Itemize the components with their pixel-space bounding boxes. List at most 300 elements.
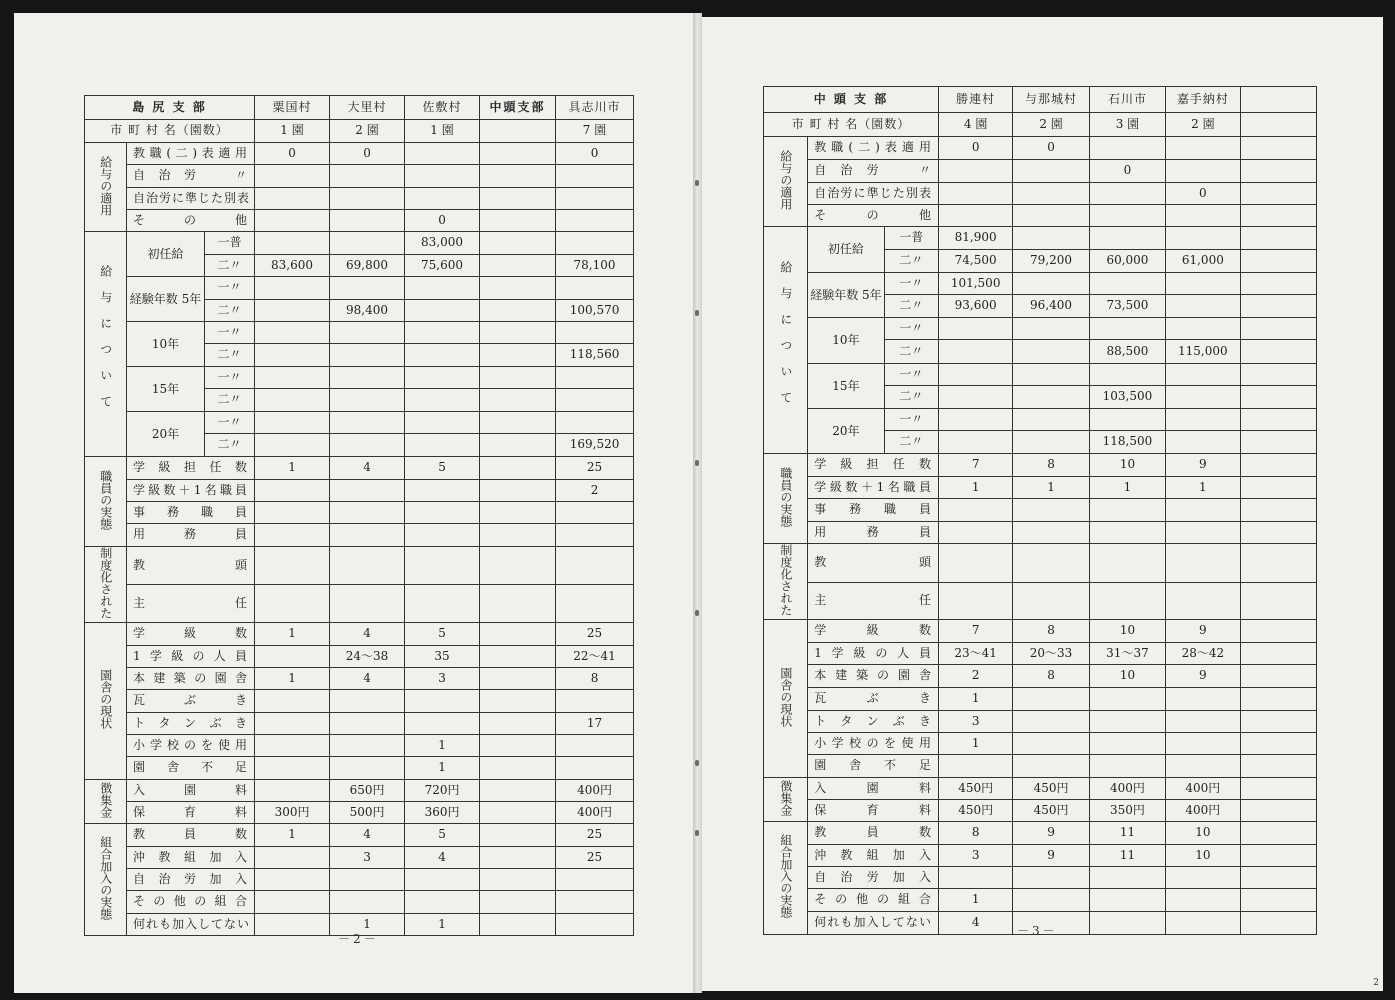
data-cell [480, 188, 556, 210]
data-cell [556, 367, 634, 389]
row-label: 教員数 [127, 823, 255, 846]
data-cell [938, 364, 1012, 386]
data-cell [330, 232, 405, 255]
table-row [85, 277, 634, 300]
data-cell [1240, 911, 1316, 934]
data-cell: 2 [556, 480, 634, 502]
data-cell [480, 412, 556, 434]
data-cell: 1 [255, 823, 330, 846]
data-cell [480, 502, 556, 524]
row-label: その他の組合 [808, 888, 939, 911]
table-row [764, 87, 1317, 113]
data-cell: 25 [556, 823, 634, 846]
binding-stitch [695, 760, 699, 766]
sub-label: 一普 [884, 227, 938, 250]
column-header: 中頭支部 [480, 96, 556, 120]
column-header: 石川市 [1089, 87, 1165, 113]
table-row [85, 412, 634, 434]
table-row [85, 188, 634, 210]
data-cell: 7 [938, 619, 1012, 642]
table-row [764, 137, 1317, 160]
row-label: 沖教組加入 [127, 846, 255, 868]
data-cell [255, 712, 330, 734]
sub-label: 一〃 [884, 409, 938, 431]
data-cell [1089, 205, 1165, 227]
section-title [764, 821, 808, 934]
data-cell: 3 [938, 710, 1012, 732]
muni-count-cell: 1 園 [405, 120, 480, 143]
data-cell [1013, 522, 1089, 544]
table-row [764, 642, 1317, 664]
table-row [764, 821, 1317, 844]
page-number-right: －3－ [1017, 924, 1058, 938]
data-cell: 79,200 [1013, 250, 1089, 273]
row-label: 教職(二)表適用 [127, 143, 255, 165]
data-cell [255, 277, 330, 300]
data-cell [255, 344, 330, 367]
data-cell: 8 [938, 821, 1012, 844]
data-cell [330, 712, 405, 734]
data-cell: 73,500 [1089, 295, 1165, 318]
data-cell [938, 205, 1012, 227]
data-cell [480, 801, 556, 823]
data-cell: 9 [1166, 664, 1240, 687]
data-cell: 5 [405, 622, 480, 645]
data-cell [480, 367, 556, 389]
data-cell [556, 232, 634, 255]
table-row [764, 866, 1317, 888]
data-cell [1240, 799, 1316, 821]
data-cell [480, 890, 556, 913]
data-cell [1166, 137, 1240, 160]
data-cell [1089, 687, 1165, 710]
row-label: 何れも加入してない [808, 911, 939, 934]
table-row [85, 756, 634, 779]
section-title [85, 622, 127, 779]
data-cell: 1 [938, 732, 1012, 754]
page-number-left: －2－ [338, 932, 379, 946]
table-row [764, 318, 1317, 340]
column-header: 粟国村 [255, 96, 330, 120]
row-label: 学級担任数 [127, 457, 255, 480]
data-cell [405, 689, 480, 712]
row-label: その他の組合 [127, 890, 255, 913]
data-cell: 69,800 [330, 255, 405, 277]
data-cell: 5 [405, 457, 480, 480]
data-cell: 1 [405, 913, 480, 935]
data-cell [480, 913, 556, 935]
section-title-text: 職員の実態 [98, 470, 113, 531]
data-cell [556, 277, 634, 300]
section-title [764, 454, 808, 544]
data-cell [1013, 754, 1089, 777]
data-cell: 101,500 [938, 273, 1012, 295]
data-cell [1240, 273, 1316, 295]
data-cell [255, 584, 330, 622]
data-cell: 25 [556, 457, 634, 480]
data-cell [556, 890, 634, 913]
row-label: 入園料 [127, 779, 255, 801]
data-cell [255, 756, 330, 779]
data-cell [480, 622, 556, 645]
data-cell [1013, 409, 1089, 431]
row-label: 学級担任数 [808, 454, 939, 477]
data-cell: 3 [938, 844, 1012, 866]
data-cell [480, 457, 556, 480]
data-cell: 450円 [1013, 799, 1089, 821]
subgroup-label: 15年 [127, 367, 205, 412]
data-cell [330, 434, 405, 457]
data-cell [1089, 227, 1165, 250]
row-label: トタンぶき [808, 710, 939, 732]
data-cell: 118,500 [1089, 431, 1165, 454]
data-cell [1240, 431, 1316, 454]
data-cell [330, 502, 405, 524]
data-cell [330, 734, 405, 756]
binding-stitch [695, 830, 699, 836]
data-cell [1166, 522, 1240, 544]
data-cell: 1 [938, 477, 1012, 499]
data-cell: 96,400 [1013, 295, 1089, 318]
data-cell [330, 165, 405, 188]
muni-count-cell: 2 園 [330, 120, 405, 143]
row-label: 用務員 [127, 524, 255, 547]
data-cell [1013, 499, 1089, 522]
row-label: 沖教組加入 [808, 844, 939, 866]
data-cell: 31～37 [1089, 642, 1165, 664]
data-cell: 83,000 [405, 232, 480, 255]
binding-stitch [695, 610, 699, 616]
data-cell [1240, 205, 1316, 227]
table-row [764, 273, 1317, 295]
section-title [85, 143, 127, 232]
data-cell [1166, 732, 1240, 754]
binding-stitch [695, 460, 699, 466]
sub-label: 一〃 [205, 322, 255, 344]
subgroup-label: 経験年数 5年 [127, 277, 205, 322]
data-cell [938, 318, 1012, 340]
data-cell [1240, 364, 1316, 386]
data-cell [556, 210, 634, 232]
data-cell [556, 502, 634, 524]
table-row [85, 712, 634, 734]
data-cell [556, 689, 634, 712]
data-cell: 23～41 [938, 642, 1012, 664]
data-cell [1166, 409, 1240, 431]
data-cell: 450円 [938, 799, 1012, 821]
data-cell: 10 [1089, 664, 1165, 687]
row-label: 教頭 [127, 547, 255, 585]
row-label: 小学校のを使用 [808, 732, 939, 754]
row-label: 保育料 [127, 801, 255, 823]
data-cell [330, 890, 405, 913]
section-title-text: 制度化された [778, 544, 793, 616]
data-cell [480, 846, 556, 868]
row-label: トタンぶき [127, 712, 255, 734]
data-cell: 93,600 [938, 295, 1012, 318]
data-cell: 1 [1089, 477, 1165, 499]
sub-label: 二〃 [884, 431, 938, 454]
data-cell: 28～42 [1166, 642, 1240, 664]
row-label: 教職(二)表適用 [808, 137, 939, 160]
data-cell: 1 [1166, 477, 1240, 499]
data-cell: 0 [556, 143, 634, 165]
data-cell [1013, 340, 1089, 364]
data-cell [1240, 160, 1316, 183]
data-cell [330, 210, 405, 232]
section-title-text: 給与について [98, 264, 113, 421]
sub-label: 二〃 [205, 434, 255, 457]
table-row [764, 619, 1317, 642]
book-spine [693, 13, 702, 993]
data-cell [255, 689, 330, 712]
data-cell [1240, 137, 1316, 160]
data-cell [1166, 205, 1240, 227]
muni-count-cell: 7 園 [556, 120, 634, 143]
data-cell: 650円 [330, 779, 405, 801]
data-cell: 115,000 [1166, 340, 1240, 364]
data-cell [556, 524, 634, 547]
data-cell: 1 [938, 687, 1012, 710]
data-cell [938, 160, 1012, 183]
sub-label: 一〃 [205, 277, 255, 300]
data-cell: 2 [938, 664, 1012, 687]
section-title-text: 給与について [778, 260, 793, 417]
row-label: そ の 他 [808, 205, 939, 227]
data-cell [1166, 582, 1240, 619]
muni-row-label: 市 町 村 名（園数） [85, 120, 255, 143]
muni-row-label: 市 町 村 名（園数） [764, 113, 939, 137]
data-cell [1013, 386, 1089, 409]
data-cell [1240, 732, 1316, 754]
data-cell: 103,500 [1089, 386, 1165, 409]
table-row [85, 232, 634, 255]
data-cell [480, 734, 556, 756]
data-cell [1013, 544, 1089, 583]
column-header [1240, 87, 1316, 113]
data-cell [1240, 183, 1316, 205]
data-cell [1240, 642, 1316, 664]
section-title-text: 徴集金 [98, 781, 113, 818]
data-cell [255, 779, 330, 801]
data-cell: 400円 [556, 801, 634, 823]
section-title [85, 823, 127, 935]
data-cell [556, 412, 634, 434]
data-cell [938, 544, 1012, 583]
row-label: そ の 他 [127, 210, 255, 232]
section-title-text: 制度化された [98, 547, 113, 619]
row-label: 保育料 [808, 799, 939, 821]
section-title [764, 137, 808, 227]
data-cell [1166, 318, 1240, 340]
data-cell [1089, 409, 1165, 431]
data-cell: 4 [405, 846, 480, 868]
row-label: 主任 [808, 582, 939, 619]
data-cell [480, 584, 556, 622]
data-cell [480, 756, 556, 779]
table-row [764, 732, 1317, 754]
data-cell: 8 [1013, 619, 1089, 642]
data-cell [405, 547, 480, 585]
data-cell: 4 [330, 823, 405, 846]
sub-label: 一〃 [884, 318, 938, 340]
branch-header: 島 尻 支 部 [85, 96, 255, 120]
data-cell [556, 389, 634, 412]
data-cell: 720円 [405, 779, 480, 801]
data-cell: 3 [330, 846, 405, 868]
data-cell [480, 143, 556, 165]
section-title [764, 777, 808, 821]
data-cell [480, 779, 556, 801]
data-cell [556, 584, 634, 622]
data-cell: 17 [556, 712, 634, 734]
row-label: 自治労加入 [808, 866, 939, 888]
right-survey-table [763, 86, 1317, 935]
data-cell [255, 868, 330, 890]
column-header: 与那城村 [1013, 87, 1089, 113]
table-row [85, 502, 634, 524]
table-row [85, 143, 634, 165]
table-row [764, 409, 1317, 431]
table-row [85, 734, 634, 756]
table-row [764, 113, 1317, 137]
data-cell [1013, 710, 1089, 732]
data-cell [1089, 318, 1165, 340]
data-cell [255, 645, 330, 667]
table-row [764, 710, 1317, 732]
data-cell: 169,520 [556, 434, 634, 457]
data-cell: 88,500 [1089, 340, 1165, 364]
row-label: 園舎不足 [808, 754, 939, 777]
data-cell: 61,000 [1166, 250, 1240, 273]
row-label: 自治労 〃 [127, 165, 255, 188]
data-cell [1240, 409, 1316, 431]
data-cell [1166, 888, 1240, 911]
data-cell [1166, 431, 1240, 454]
row-label: 学級数＋1名職員 [127, 480, 255, 502]
section-title-text: 給与の適用 [98, 155, 113, 216]
data-cell: 81,900 [938, 227, 1012, 250]
data-cell [556, 756, 634, 779]
table-row [764, 205, 1317, 227]
data-cell: 10 [1166, 844, 1240, 866]
table-row [764, 777, 1317, 799]
table-row [85, 667, 634, 689]
muni-count-cell: 2 園 [1166, 113, 1240, 137]
data-cell [480, 712, 556, 734]
table-row [85, 890, 634, 913]
data-cell: 1 [255, 457, 330, 480]
data-cell [556, 547, 634, 585]
data-cell [938, 340, 1012, 364]
data-cell [1166, 911, 1240, 934]
table-row [764, 477, 1317, 499]
table-row [764, 364, 1317, 386]
data-cell [405, 412, 480, 434]
sub-label: 一〃 [884, 273, 938, 295]
subgroup-label: 初任給 [808, 227, 884, 273]
data-cell [330, 367, 405, 389]
row-label: 用務員 [808, 522, 939, 544]
data-cell [1166, 160, 1240, 183]
data-cell: 450円 [938, 777, 1012, 799]
data-cell [1166, 687, 1240, 710]
table-row [85, 779, 634, 801]
data-cell [1240, 295, 1316, 318]
table-row [85, 846, 634, 868]
data-cell: 500円 [330, 801, 405, 823]
data-cell [1089, 137, 1165, 160]
data-cell [480, 480, 556, 502]
data-cell [405, 584, 480, 622]
corner-mark: 2 [1373, 978, 1379, 988]
table-row [85, 584, 634, 622]
data-cell [1166, 499, 1240, 522]
data-cell [1013, 888, 1089, 911]
row-label: 自治労に準じた別表 [127, 188, 255, 210]
sub-label: 二〃 [205, 389, 255, 412]
data-cell [556, 322, 634, 344]
data-cell: 22～41 [556, 645, 634, 667]
data-cell [938, 499, 1012, 522]
data-cell [1166, 710, 1240, 732]
data-cell [480, 667, 556, 689]
table-row [85, 689, 634, 712]
data-cell [1166, 386, 1240, 409]
branch-header: 中 頭 支 部 [764, 87, 939, 113]
data-cell: 9 [1013, 844, 1089, 866]
data-cell: 1 [255, 622, 330, 645]
table-row [85, 645, 634, 667]
data-cell: 9 [1013, 821, 1089, 844]
data-cell: 11 [1089, 821, 1165, 844]
data-cell [255, 188, 330, 210]
data-cell [480, 232, 556, 255]
data-cell [1240, 888, 1316, 911]
data-cell [405, 480, 480, 502]
sub-label: 二〃 [884, 340, 938, 364]
data-cell: 1 [255, 667, 330, 689]
data-cell [330, 322, 405, 344]
table-row [764, 227, 1317, 250]
data-cell [1089, 710, 1165, 732]
data-cell [255, 434, 330, 457]
section-title [85, 457, 127, 547]
data-cell [1089, 499, 1165, 522]
sub-label: 二〃 [205, 344, 255, 367]
table-row [85, 96, 634, 120]
muni-count-cell [1240, 113, 1316, 137]
data-cell: 1 [1013, 477, 1089, 499]
table-row [85, 868, 634, 890]
data-cell [1240, 710, 1316, 732]
data-cell [1089, 732, 1165, 754]
row-label: 何れも加入してない [127, 913, 255, 935]
binding-stitch [695, 310, 699, 316]
data-cell [1240, 866, 1316, 888]
table-row [764, 183, 1317, 205]
sub-label: 一〃 [884, 364, 938, 386]
data-cell: 400円 [1089, 777, 1165, 799]
data-cell [330, 689, 405, 712]
sub-label: 二〃 [884, 295, 938, 318]
table-row [85, 457, 634, 480]
subgroup-label: 10年 [127, 322, 205, 367]
data-cell [405, 502, 480, 524]
data-cell [255, 322, 330, 344]
data-cell [1240, 619, 1316, 642]
data-cell [1240, 544, 1316, 583]
